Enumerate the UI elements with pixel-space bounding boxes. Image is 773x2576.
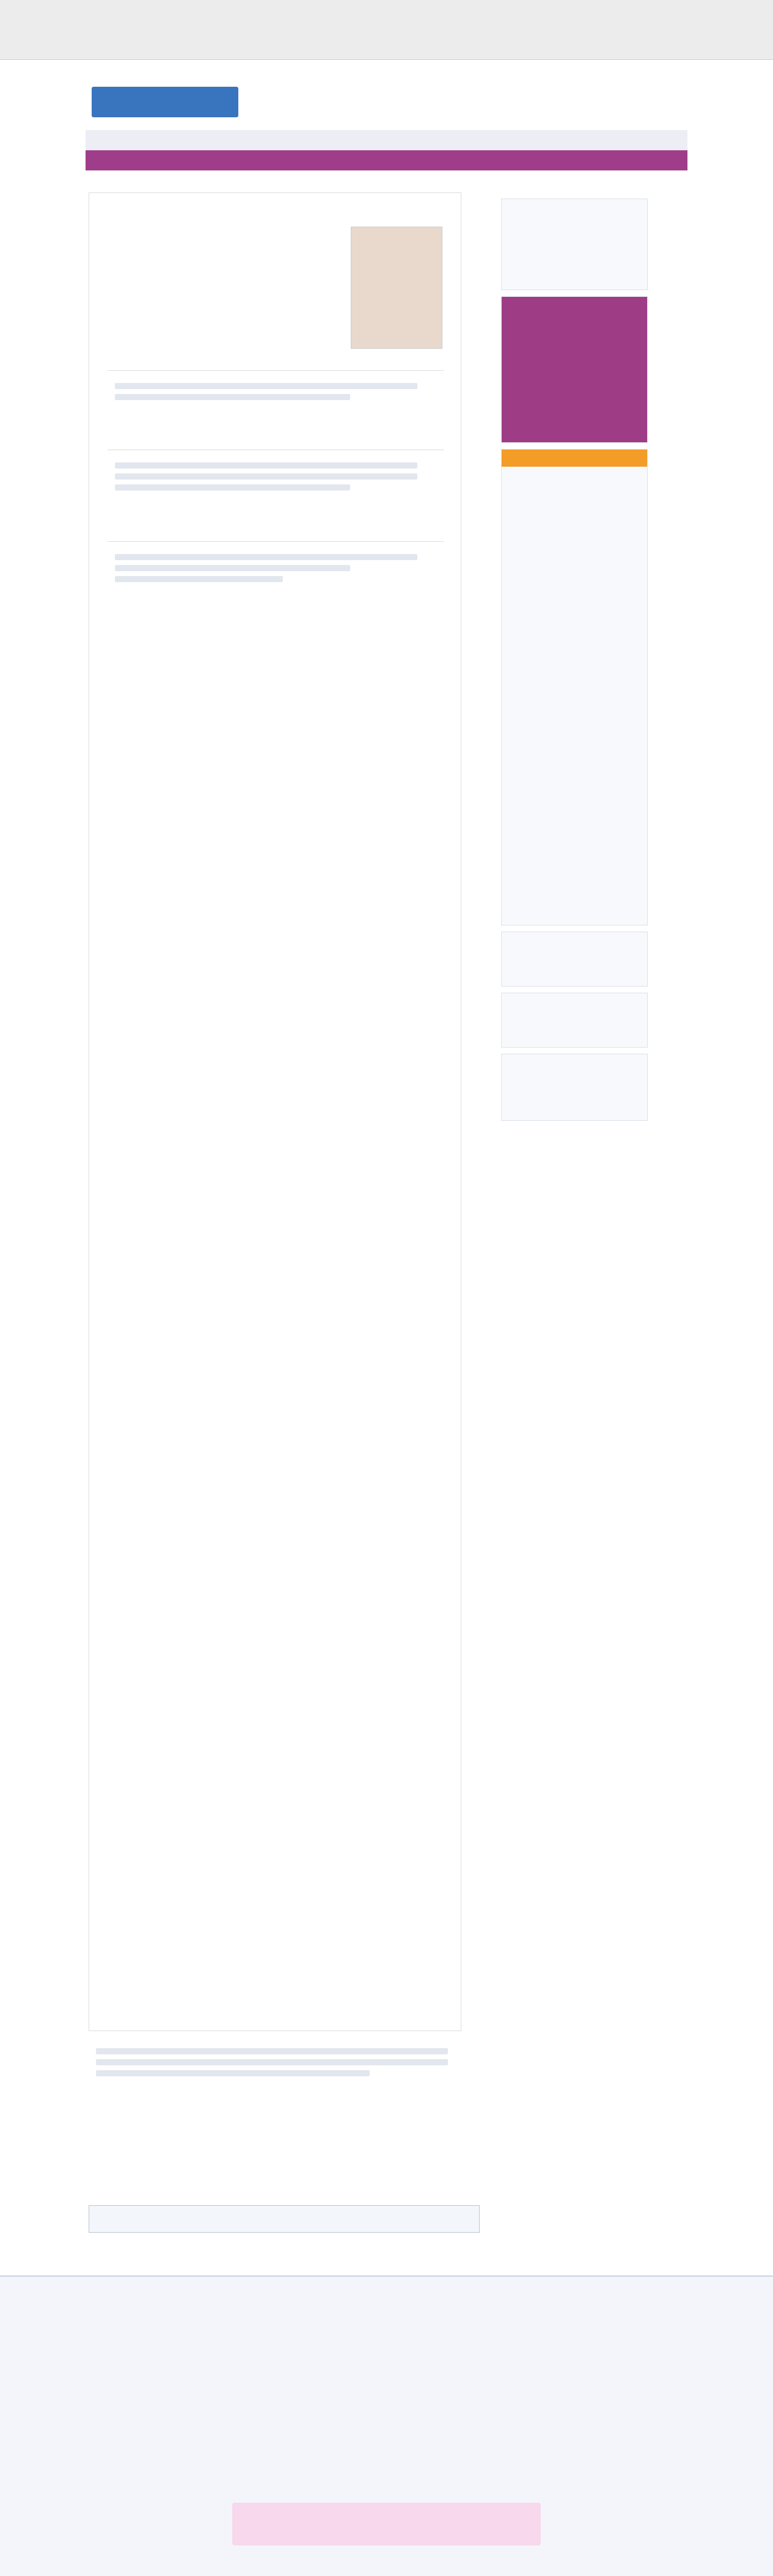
additional-title xyxy=(108,542,444,549)
candidate-photo xyxy=(351,227,442,349)
vip-resumes xyxy=(501,449,648,925)
footer-ad-banner[interactable] xyxy=(232,2503,541,2545)
ad-block-2[interactable] xyxy=(501,993,648,1048)
sub-navigation xyxy=(86,152,687,170)
ad-block-1[interactable] xyxy=(501,932,648,987)
site-header xyxy=(86,73,687,125)
candidate-position xyxy=(89,208,461,210)
goal-section xyxy=(108,450,444,541)
main-navigation xyxy=(86,130,687,152)
contact-section xyxy=(108,370,444,450)
contact-title xyxy=(108,371,444,378)
site-logo[interactable] xyxy=(92,87,238,117)
external-resume-bar[interactable] xyxy=(89,2205,480,2233)
vip-title xyxy=(502,450,647,467)
google-cache-bar xyxy=(0,0,773,60)
goal-title xyxy=(108,450,444,458)
additional-section xyxy=(108,541,444,1995)
salary-stats-banner[interactable] xyxy=(501,296,648,443)
internet-search-box xyxy=(501,1054,648,1121)
resume-content xyxy=(89,192,461,2031)
sidebar-actions xyxy=(501,199,648,290)
resume-date xyxy=(89,193,461,204)
related-resumes xyxy=(89,2043,480,2227)
site-footer xyxy=(0,2275,773,2576)
sidebar xyxy=(501,192,648,1216)
